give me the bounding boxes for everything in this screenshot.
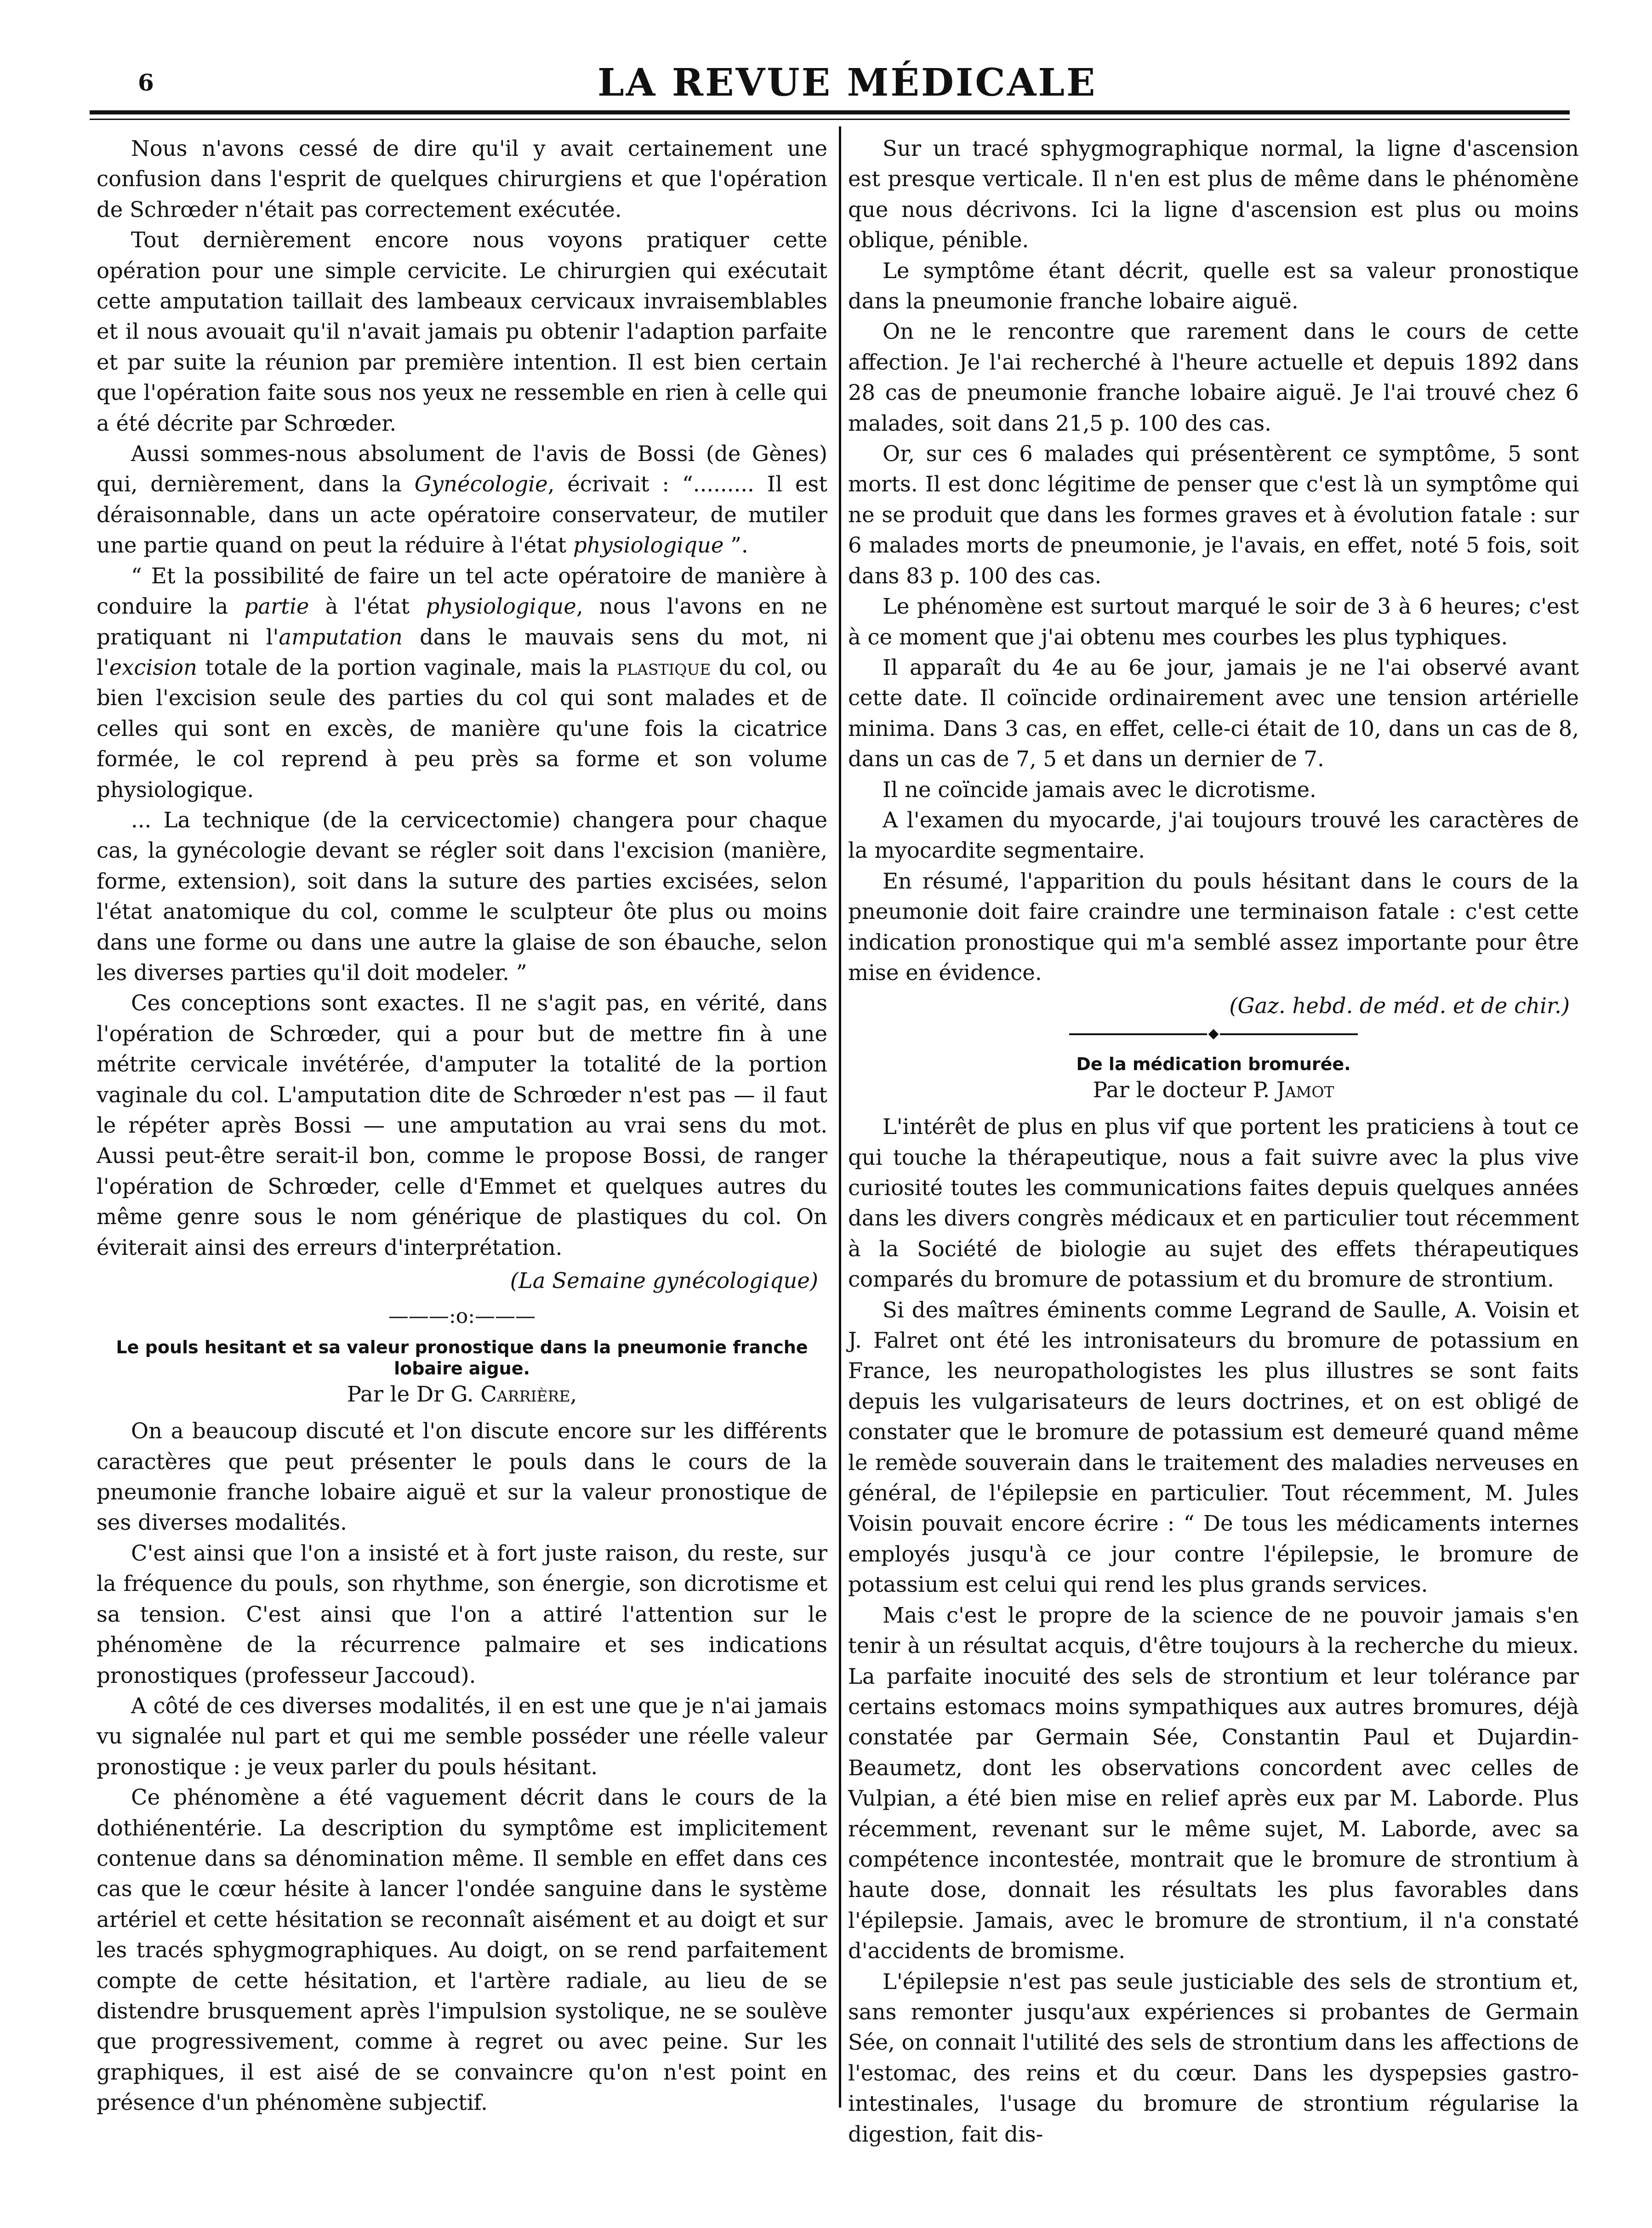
right-column [848, 133, 1579, 2149]
source-citation: (Gaz. hebd. de méd. et de chir.) [1229, 993, 1570, 1019]
column-divider [839, 126, 841, 2108]
paragraph: Nous n'avons cessé de dire qu'il y avait certainement une confusion dans l'esprit de quelques chirurgiens et que l'opération de Schrœder n'était pas correctement exécutée. [97, 136, 827, 222]
paragraph: Si des maîtres éminents comme Legrand de Saulle, A. Voisin et J. Falret ont été les intronisateurs du bromure de potassium en France, les neuropathologistes les plus illustres se sont faits depuis les vulgarisateurs de leurs doctrines, et on est obligé de constater que le bromure de potassium est demeuré quand même le remède souverain dans le traitement des maladies nerveuses en général, de l'épilepsie en particulier. Tout récemment, M. Jules Voisin pouvait encore écrire : “ De tous les médicaments internes employés jusqu'à ce jour contre l'épilepsie, le bromure de potassium est celui qui rend les plus grands services. [848, 1297, 1579, 1597]
paragraph: L'intérêt de plus en plus vif que portent les praticiens à tout ce qui touche la thérapeutique, nous a fait suivre avec la plus vive curiosité toutes les communications faites depuis quelques années dans les divers congrès médicaux et en particulier tout récemment à la Société de biologie au sujet des effets thérapeutiques comparés du bromure de potassium et du bromure de strontium. [848, 1114, 1579, 1292]
paragraph: Il apparaît du 4e au 6e jour, jamais je ne l'ai observé avant cette date. Il coïncide ordinairement avec une tension artérielle minima. Dans 3 cas, en effet, celle-ci était de 10, dans un cas de 8, dans un cas de 7, 5 et dans un dernier de 7. [848, 655, 1579, 772]
paragraph: L'épilepsie n'est pas seule justiciable des sels de strontium et, sans remonter jusqu'aux expériences si probantes de Germain Sée, on connait l'utilité des sels de strontium dans les affections de l'estomac, des reins et du cœur. Dans les dyspepsies gastro-intestinales, l'usage du bromure de strontium régularise la digestion, fait dis- [848, 1969, 1579, 2147]
header-rule-thin [90, 119, 1570, 120]
page-number: 6 [138, 69, 154, 96]
masthead-title: LA REVUE MÉDICALE [598, 61, 1097, 105]
paragraph: A côté de ces diverses modalités, il en est une que je n'ai jamais vu signalée nul part et qui me semble posséder une réelle valeur pronostique : je veux parler du pouls hésitant. [97, 1693, 827, 1779]
paragraph-bossi: Aussi sommes-nous absolument de l'avis de Bossi (de Gènes) qui, dernièrement, dans la Gynécologie, écrivait : “......... Il est déraisonnable, dans un acte opératoire conservateur, de mutiler une partie quand on peut la réduire à l'état physiologique ”. [97, 441, 827, 558]
paragraph: Or, sur ces 6 malades qui présentèrent ce symptôme, 5 sont morts. Il est donc légitime de penser que c'est là un symptôme qui ne se produit que dans les formes graves et à évolution fatale : sur 6 malades morts de pneumonie, je l'avais, en effet, noté 5 fois, soit dans 83 p. 100 des cas. [848, 441, 1579, 588]
paragraph: Ce phénomène a été vaguement décrit dans le cours de la dothiénentérie. La description du symptôme est implicitement contenue dans sa dénomination même. Il semble en effet dans ces cas que le cœur hésite à lancer l'ondée sanguine dans le système artériel et cette hésitation se reconnaît aisément et au doigt et sur les tracés sphygmographiques. Au doigt, on se rend parfaitement compte de cette hésitation, et l'artère radiale, au lieu de se distendre brusquement après l'impulsion systolique, ne se soulève que progressivement, comme à regret ou avec peine. Sur les graphiques, il est aisé de se convaincre qu'on n'est point en présence d'un phénomène subjectif. [97, 1785, 827, 2115]
paragraph: A l'examen du myocarde, j'ai toujours trouvé les caractères de la myocardite segmentaire. [848, 807, 1579, 863]
header-rule [90, 110, 1570, 114]
paragraph: Sur un tracé sphygmographique normal, la ligne d'ascension est presque verticale. Il n'en est plus de même dans le phénomène que nous décrivons. Ici la ligne d'ascension est plus ou moins oblique, pénible. [848, 136, 1579, 253]
paragraph: C'est ainsi que l'on a insisté et à fort juste raison, du reste, sur la fréquence du pouls, son rhythme, son énergie, son dicrotisme et sa tension. C'est ainsi que l'on a attiré l'attention sur le phénomène de la récurrence palmaire et ses indications pronostiques (professeur Jaccoud). [97, 1540, 827, 1688]
article-heading: De la médication bromurée. [1076, 1054, 1351, 1074]
paragraph: En résumé, l'apparition du pouls hésitant dans le cours de la pneumonie doit faire craindre une terminaison fatale : c'est cette indication pronostique qui m'a semblé assez importante pour être mise en évidence. [848, 868, 1579, 985]
article-byline: Par le docteur P. Jamot [1093, 1077, 1334, 1102]
paragraph: Ces conceptions sont exactes. Il ne s'agit pas, en vérité, dans l'opération de Schrœder, qui a pour but de mettre fin à une métrite cervicale invétérée, d'amputer la totalité de la portion vaginale du col. L'amputation dite de Schrœder n'est pas — il faut le répéter après Bossi — une amputation au vrai sens du mot. Aussi peut-être serait-il bon, comme le propose Bossi, de ranger l'opération de Schrœder, celle d'Emmet et quelques autres du même genre sous le nom générique de plastiques du col. On éviterait ainsi des erreurs d'interprétation. [97, 991, 827, 1260]
ornament-divider [848, 1030, 1579, 1050]
paragraph: ... La technique (de la cervicectomie) changera pour chaque cas, la gynécologie devant se régler soit dans l'excision (manière, forme, extension), soit dans la suture des parties excisées, selon l'état anatomique du col, comme le sculpteur ôte plus ou moins dans une forme ou dans une autre la glaise de son ébauche, selon les diverses parties qu'il doit modeler. ” [97, 807, 827, 985]
paragraph: Le symptôme étant décrit, quelle est sa valeur pronostique dans la pneumonie franche lobaire aiguë. [848, 258, 1579, 314]
article-heading: Le pouls hesitant et sa valeur pronostique dans la pneumonie franche lobaire aigue. [116, 1337, 808, 1379]
paragraph: Le phénomène est surtout marqué le soir de 3 à 6 heures; c'est à ce moment que j'ai obtenu mes courbes les plus typhiques. [848, 594, 1579, 650]
paragraph-quote: “ Et la possibilité de faire un tel acte opératoire de manière à conduire la partie à l'état physiologique, nous l'avons en ne pratiquant ni l'amputation dans le mauvais sens du mot, ni l'excision totale de la portion vaginale, mais la plastique du col, ou bien l'excision seule des parties du col qui sont malades et de celles qui sont en excès, de manière qu'une fois la cicatrice formée, le col reprend à peu près sa forme et son volume physiologique. [97, 563, 827, 802]
paragraph: Tout dernièrement encore nous voyons pratiquer cette opération pour une simple cervicite. Le chirurgien qui exécutait cette amputation taillait des lambeaux cervicaux invraisemblables et il nous avouait qu'il n'avait jamais pu obtenir l'adaption parfaite et par suite la réunion par première intention. Il est bien certain que l'opération faite sous nos yeux ne ressemble en rien à celle qui a été décrite par Schrœder. [97, 228, 827, 436]
article-byline: Par le Dr G. Carrière, [347, 1381, 577, 1407]
source-citation: (La Semaine gynécologique) [510, 1268, 818, 1293]
paragraph: Mais c'est le propre de la science de ne pouvoir jamais s'en tenir à un résultat acquis, d'être toujours à la recherche du mieux. La parfaite inocuité des sels de strontium et leur tolérance par certains estomacs moins sympathiques aux autres bromures, déjà constatée par Germain Sée, Constantin Paul et Dujardin-Beaumetz, dont les observations concordent avec celles de Vulpian, a été bien mise en relief après eux par M. Laborde. Plus récemment, revenant sur le même sujet, M. Laborde, avec sa compétence incontestée, montrait que le bromure de strontium à haute dose, donnait les résultats les plus favorables dans l'épilepsie. Jamais, avec le bromure de strontium, il n'a constaté d'accidents de bromisme. [848, 1602, 1579, 1964]
paragraph: Il ne coïncide jamais avec le dicrotisme. [883, 777, 1316, 802]
paragraph: On ne le rencontre que rarement dans le cours de cette affection. Je l'ai recherché à l'heure actuelle et depuis 1892 dans 28 cas de pneumonie franche lobaire aiguë. Je l'ai trouvé chez 6 malades, soit dans 21,5 p. 100 des cas. [848, 319, 1579, 436]
paragraph: On a beaucoup discuté et l'on discute encore sur les différents caractères que peut présenter le pouls dans le cours de la pneumonie franche lobaire aiguë et sur la valeur pronostique de ses diverses modalités. [97, 1419, 827, 1535]
section-separator: ———:o:——— [388, 1305, 536, 1328]
left-column [97, 133, 827, 2118]
